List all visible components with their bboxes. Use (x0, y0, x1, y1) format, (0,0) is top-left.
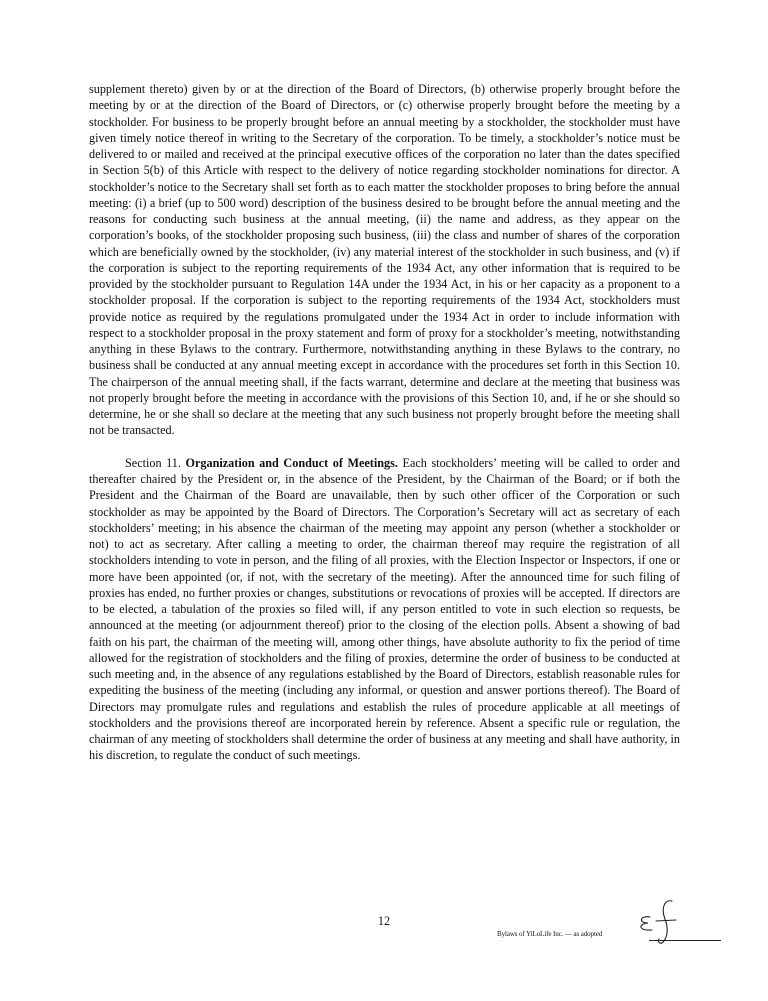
page-body (89, 81, 680, 764)
signature-line (649, 940, 721, 941)
adoption-label: Bylaws of YiLoLife Inc. — as adopted (497, 930, 603, 938)
footer-adoption (497, 930, 727, 950)
section-11-body: Each stockholders’ meeting will be called to order and thereafter chaired by the President or, in the absence of the President, by the Chairman of the Board; or if both the President and the Chairman of the Board are unavailable, then by such other officer of the Corporation or such stockholder as may be appointed by the Board of Directors. The Corporation’s Secretary will act as secretary of each stockholders’ meeting; in his absence the chairman of the meeting may appoint any person (whether a stockholder or not) to act as secretary. After calling a meeting to order, the chairman thereof may require the registration of all stockholders intending to vote in person, and the filing of all proxies, with the Election Inspector or Inspectors, if one or more have been appointed (or, if not, with the secretary of the meeting). After the announced time for such filing of proxies has ended, no further proxies or changes, substitutions or revocations of proxies will be accepted. If directors are to be elected, a tabulation of the proxies so filed will, if any person entitled to vote in such election so requests, be announced at the meeting (or adjournment thereof) prior to the closing of the election polls. Absent a showing of bad faith on his part, the chairman of the meeting will, among other things, have absolute authority to fix the period of time allowed for the registration of stockholders and the filing of proxies, determine the order of business to be conducted at such meeting and, in the absence of any regulations established by the Board of Directors, establish reasonable rules for expediting the business of the meeting (including any informal, or question and answer portions thereof). The Board of Directors may promulgate rules and regulations and establish the rules of procedure applicable at all meetings of stockholders and the provisions thereof are incorporated herein by reference. Absent a specific rule or regulation, the chairman of any meeting of stockholders shall determine the order of business at any meeting and shall have authority, in his discretion, to regulate the conduct of such meetings. (89, 455, 680, 763)
paragraph-section-11 (89, 455, 680, 764)
section-11-prefix: Section 11. (125, 455, 186, 470)
paragraph-section-10-continued: supplement thereto) given by or at the direction of the Board of Directors, (b) otherwise properly brought before the meeting by or at the direction of the Board of Directors, or (c) otherwise properly brought before the meeting by a stockholder. For business to be properly brought before an annual meeting by a stockholder, the stockholder must have given timely notice thereof in writing to the Secretary of the corporation. To be timely, a stockholder’s notice must be delivered to or mailed and received at the principal executive offices of the corporation no later than the dates specified in Section 5(b) of this Article with respect to the delivery of notice regarding stockholder nominations for director. A stockholder’s notice to the Secretary shall set forth as to each matter the stockholder proposes to bring before the annual meeting: (i) a brief (up to 500 word) description of the business desired to be brought before the annual meeting and the reasons for conducting such business at the annual meeting, (ii) the name and address, as they appear on the corporation’s books, of the stockholder proposing such business, (iii) the class and number of shares of the corporation which are beneficially owned by the stockholder, (iv) any material interest of the stockholder in such business, and (v) if the corporation is subject to the reporting requirements of the 1934 Act, any other information that is required to be provided by the stockholder pursuant to Regulation 14A under the 1934 Act, in his or her capacity as a proponent to a stockholder proposal. If the corporation is subject to the reporting requirements of the 1934 Act, stockholders must provide notice as required by the regulations promulgated under the 1934 Act in order to include information with respect to a stockholder proposal in the proxy statement and form of proxy for a stockholder’s meeting, notwithstanding anything in these Bylaws to the contrary. Furthermore, notwithstanding anything in these Bylaws to the contrary, no business shall be conducted at any annual meeting except in accordance with the procedures set forth in this Section 10. The chairperson of the annual meeting shall, if the facts warrant, determine and declare at the meeting that business was not properly brought before the meeting in accordance with the provisions of this Section 10, and, if he or she should so determine, he or she shall so declare at the meeting that any such business not properly brought before the meeting shall not be transacted. (89, 82, 680, 438)
section-11-heading: Organization and Conduct of Meetings. (185, 455, 398, 470)
page-number: 12 (377, 914, 391, 928)
